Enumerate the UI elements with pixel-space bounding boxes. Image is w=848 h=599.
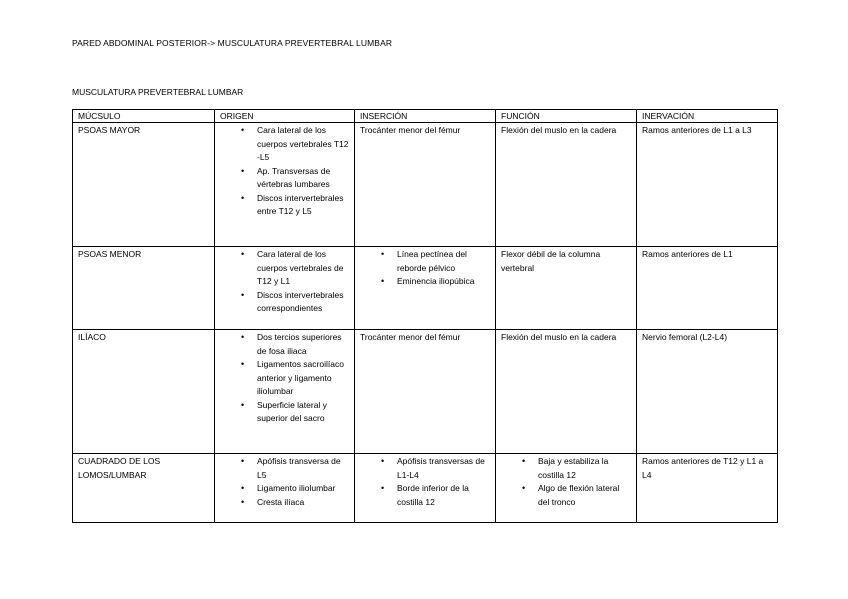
- insercion-list: [360, 248, 491, 289]
- table-row: [73, 123, 778, 247]
- cell-insercion: [355, 454, 496, 523]
- header-funcion: FUNCIÓN: [496, 110, 637, 123]
- list-item: • Cresta ilíaca: [241, 496, 350, 510]
- list-item: • Apófisis transversa de L5: [241, 455, 350, 482]
- cell-musculo: PSOAS MENOR: [73, 247, 215, 330]
- cell-origen: [215, 454, 355, 523]
- list-item: • Ligamentos sacroilíaco anterior y ligamento iliolumbar: [241, 358, 350, 399]
- cell-origen: [215, 247, 355, 330]
- list-item: • Ligamento iliolumbar: [241, 482, 350, 496]
- list-item: • Superficie lateral y superior del sacro: [241, 399, 350, 426]
- cell-funcion: Flexor débil de la columna vertebral: [496, 247, 637, 330]
- funcion-list: [501, 455, 632, 509]
- origen-list: [220, 124, 350, 219]
- cell-inervacion: Ramos anteriores de L1: [637, 247, 778, 330]
- cell-insercion: Trocánter menor del fémur: [355, 123, 496, 247]
- list-item: • Baja y estabiliza la costilla 12: [522, 455, 632, 482]
- list-item: • Discos intervertebrales correspondientes: [241, 289, 350, 316]
- section-title: MUSCULATURA PREVERTEBRAL LUMBAR: [72, 87, 244, 97]
- list-item: • Discos intervertebrales entre T12 y L5: [241, 192, 350, 219]
- cell-insercion: [355, 247, 496, 330]
- cell-insercion: Trocánter menor del fémur: [355, 330, 496, 454]
- list-item: • Ap. Transversas de vértebras lumbares: [241, 165, 350, 192]
- cell-musculo: PSOAS MAYOR: [73, 123, 215, 247]
- cell-origen: [215, 123, 355, 247]
- table-header-row: [73, 110, 778, 123]
- page-title: PARED ABDOMINAL POSTERIOR-> MUSCULATURA PREVERTEBRAL LUMBAR: [72, 38, 393, 48]
- muscles-table: [72, 109, 778, 523]
- cell-musculo: CUADRADO DE LOS LOMOS/LUMBAR: [73, 454, 215, 523]
- cell-inervacion: Nervio femoral (L2-L4): [637, 330, 778, 454]
- cell-funcion: Flexión del muslo en la cadera: [496, 123, 637, 247]
- cell-musculo: ILÍACO: [73, 330, 215, 454]
- header-insercion: INSERCIÓN: [355, 110, 496, 123]
- cell-inervacion: Ramos anteriores de L1 a L3: [637, 123, 778, 247]
- list-item: • Cara lateral de los cuerpos vertebrales T12 -L5: [241, 124, 350, 165]
- list-item: • Algo de flexión lateral del tronco: [522, 482, 632, 509]
- list-item: • Línea pectínea del reborde pélvico: [381, 248, 491, 275]
- header-musculo: MÚCSULO: [73, 110, 215, 123]
- table-row: [73, 454, 778, 523]
- list-item: • Eminencia iliopúbica: [381, 275, 491, 289]
- cell-funcion: Flexión del muslo en la cadera: [496, 330, 637, 454]
- origen-list: [220, 455, 350, 509]
- origen-list: [220, 248, 350, 316]
- table-row: [73, 247, 778, 330]
- cell-inervacion: Ramos anteriores de T12 y L1 a L4: [637, 454, 778, 523]
- list-item: • Dos tercios superiores de fosa iliaca: [241, 331, 350, 358]
- insercion-list: [360, 455, 491, 509]
- list-item: • Cara lateral de los cuerpos vertebrales de T12 y L1: [241, 248, 350, 289]
- header-inervacion: INERVACIÓN: [637, 110, 778, 123]
- table-row: [73, 330, 778, 454]
- list-item: • Apófisis transversas de L1-L4: [381, 455, 491, 482]
- origen-list: [220, 331, 350, 426]
- cell-origen: [215, 330, 355, 454]
- list-item: • Borde inferior de la costilla 12: [381, 482, 491, 509]
- header-origen: ORIGEN: [215, 110, 355, 123]
- cell-funcion: [496, 454, 637, 523]
